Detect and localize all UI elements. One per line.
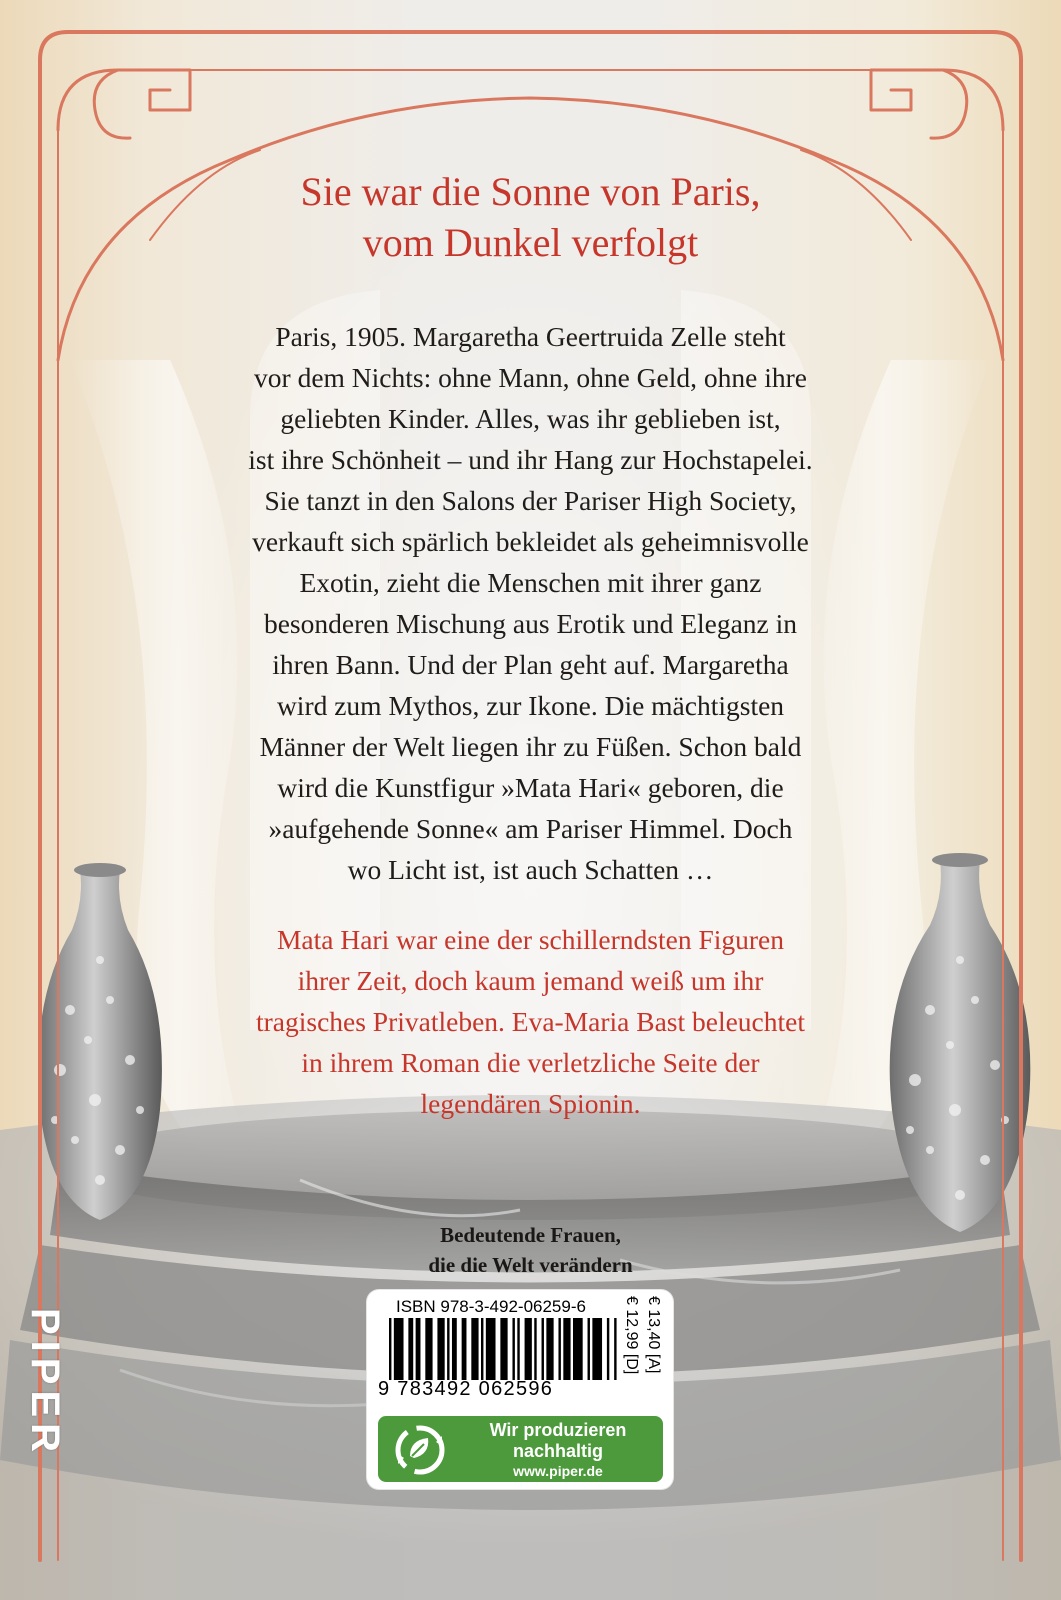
price-germany: € 12,99 [D] — [623, 1296, 640, 1375]
blurb-line: vor dem Nichts: ohne Mann, ohne Geld, ohne ihre — [254, 362, 807, 393]
series-title — [330, 1220, 731, 1280]
barcode-bar — [525, 1318, 532, 1380]
barcode-bar — [534, 1318, 536, 1380]
headline — [0, 166, 1061, 268]
blurb-line: Exotin, zieht die Menschen mit ihrer ganz — [299, 567, 762, 598]
blurb-line: ihren Bann. Und der Plan geht auf. Margaretha — [272, 649, 789, 680]
sustainability-text — [458, 1420, 658, 1480]
blurb-line: wo Licht ist, ist auch Schatten … — [347, 854, 714, 885]
headline-line: vom Dunkel verfolgt — [362, 220, 699, 265]
blurb-line: »aufgehende Sonne« am Pariser Himmel. Doch — [268, 813, 793, 844]
tagline-text — [150, 919, 911, 1124]
barcode-bar — [542, 1318, 544, 1380]
recycle-leaf-icon — [392, 1422, 448, 1478]
barcode-bar — [437, 1318, 444, 1380]
blurb-line: Männer der Welt liegen ihr zu Füßen. Schon bald — [259, 731, 802, 762]
isbn-label: ISBN 978-3-492-06259-6 — [396, 1297, 586, 1316]
tagline-line: legendären Spionin. — [420, 1088, 641, 1119]
ean-digits: 9 783492 062596 — [378, 1378, 554, 1400]
blurb-line: besonderen Mischung aus Erotik und Eleganz in — [263, 608, 798, 639]
blurb-line: wird die Kunstfigur »Mata Hari« geboren, die — [277, 772, 784, 803]
sustainability-badge — [378, 1416, 663, 1482]
barcode-icon — [389, 1318, 619, 1380]
barcode-bar — [471, 1318, 478, 1380]
barcode-bar — [588, 1318, 590, 1380]
blurb-line: ist ihre Schönheit – und ihr Hang zur Hochstapelei. — [248, 444, 813, 475]
barcode-bar — [408, 1318, 413, 1380]
tagline-line: Mata Hari war eine der schillerndsten Figuren — [276, 924, 785, 955]
barcode-bar — [452, 1318, 457, 1380]
barcode-bar — [425, 1318, 432, 1380]
barcode-bar — [389, 1318, 391, 1380]
barcode-bar — [517, 1318, 519, 1380]
barcode-bar — [573, 1318, 583, 1380]
barcode-bar — [607, 1318, 609, 1380]
sustainability-line: Wir produzieren — [489, 1420, 627, 1440]
blurb-line: wird zum Mythos, zur Ikone. Die mächtigsten — [276, 690, 785, 721]
publisher-logo: PIPER — [23, 1308, 67, 1459]
barcode-bar — [563, 1318, 570, 1380]
barcode-bar — [416, 1318, 421, 1380]
series-line: Bedeutende Frauen, — [440, 1223, 621, 1247]
sustainability-line: nachhaltig — [512, 1441, 603, 1461]
blurb-line: verkauft sich spärlich bekleidet als geheimnisvolle — [252, 526, 809, 557]
price-austria: € 13,40 [A] — [645, 1296, 662, 1374]
tagline-line: tragisches Privatleben. Eva-Maria Bast beleuchtet — [255, 1006, 806, 1037]
barcode-bar — [394, 1318, 404, 1380]
blurb-text — [150, 316, 911, 890]
barcode-bar — [486, 1318, 496, 1380]
barcode-bar — [481, 1318, 483, 1380]
publisher-url: www.piper.de — [513, 1463, 603, 1479]
headline-line: Sie war die Sonne von Paris, — [300, 169, 761, 214]
barcode-bar — [512, 1318, 514, 1380]
blurb-line: geliebten Kinder. Alles, was ihr geblieben ist, — [280, 403, 781, 434]
blurb-line: Sie tanzt in den Salons der Pariser High Society, — [264, 485, 797, 516]
barcode-bar — [447, 1318, 449, 1380]
barcode-bar — [546, 1318, 553, 1380]
barcode-bar — [500, 1318, 507, 1380]
series-line: die die Welt verändern — [428, 1253, 633, 1277]
tagline-line: ihrer Zeit, doch kaum jemand weiß um ihr — [297, 965, 764, 996]
barcode-bar — [558, 1318, 560, 1380]
blurb-line: Paris, 1905. Margaretha Geertruida Zelle steht — [275, 321, 786, 352]
tagline-line: in ihrem Roman die verletzliche Seite der — [301, 1047, 760, 1078]
barcode-bar — [592, 1318, 602, 1380]
barcode-bar — [462, 1318, 467, 1380]
price-block — [617, 1296, 669, 1408]
